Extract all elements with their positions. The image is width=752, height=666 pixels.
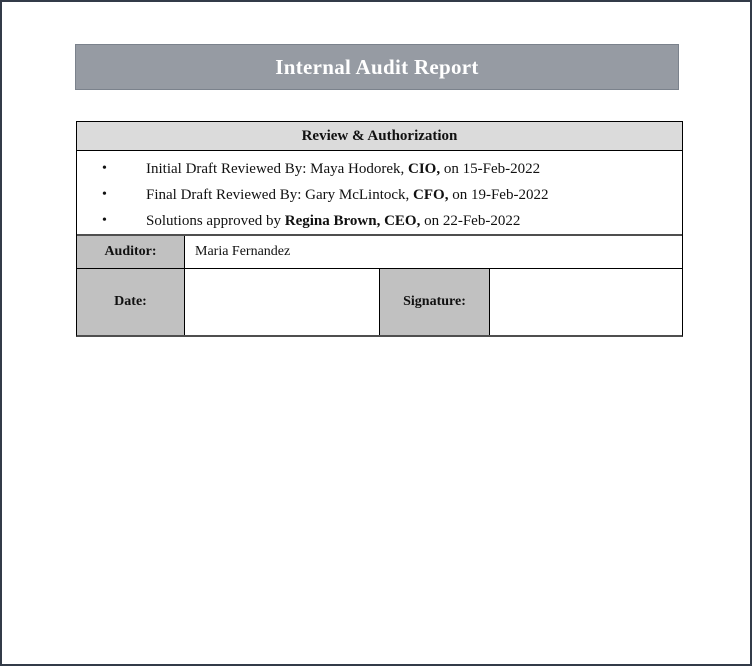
review-item-suffix: on 15-Feb-2022 [440, 160, 541, 177]
signature-label-cell [380, 269, 490, 335]
review-item-prefix: Initial Draft Reviewed By: Maya Hodorek, [146, 160, 409, 177]
bullet-icon: • [102, 161, 107, 176]
date-signature-row [77, 269, 682, 335]
review-authorization-table [76, 121, 683, 337]
review-item-text [146, 161, 540, 178]
review-list-item [77, 156, 682, 182]
signature-value-cell [490, 269, 682, 335]
table-header-row [77, 122, 682, 151]
review-item-bold: CIO, [408, 160, 441, 177]
bullet-icon: • [102, 213, 107, 228]
review-item-bold: CFO, [413, 186, 449, 203]
review-item-text [146, 187, 548, 204]
date-label-cell [77, 269, 185, 335]
signature-label: Signature: [403, 294, 466, 309]
auditor-label: Auditor: [104, 244, 157, 259]
bullet-icon: • [102, 187, 107, 202]
review-item-suffix: on 22-Feb-2022 [420, 212, 521, 229]
date-value-cell [185, 269, 380, 335]
review-item-text [146, 213, 520, 230]
review-list-item [77, 182, 682, 208]
review-list [77, 151, 682, 236]
review-list-item [77, 208, 682, 234]
review-item-prefix: Solutions approved by [146, 212, 285, 229]
auditor-value-cell [185, 236, 682, 268]
auditor-row [77, 236, 682, 269]
review-item-prefix: Final Draft Reviewed By: Gary McLintock, [146, 186, 414, 203]
document-title-bar [75, 44, 679, 90]
review-item-bold: Regina Brown, CEO, [284, 212, 421, 229]
table-header-label: Review & Authorization [301, 127, 458, 144]
document-title: Internal Audit Report [275, 54, 479, 79]
auditor-value: Maria Fernandez [195, 244, 291, 259]
date-label: Date: [114, 294, 147, 309]
review-item-suffix: on 19-Feb-2022 [448, 186, 549, 203]
auditor-label-cell [77, 236, 185, 268]
